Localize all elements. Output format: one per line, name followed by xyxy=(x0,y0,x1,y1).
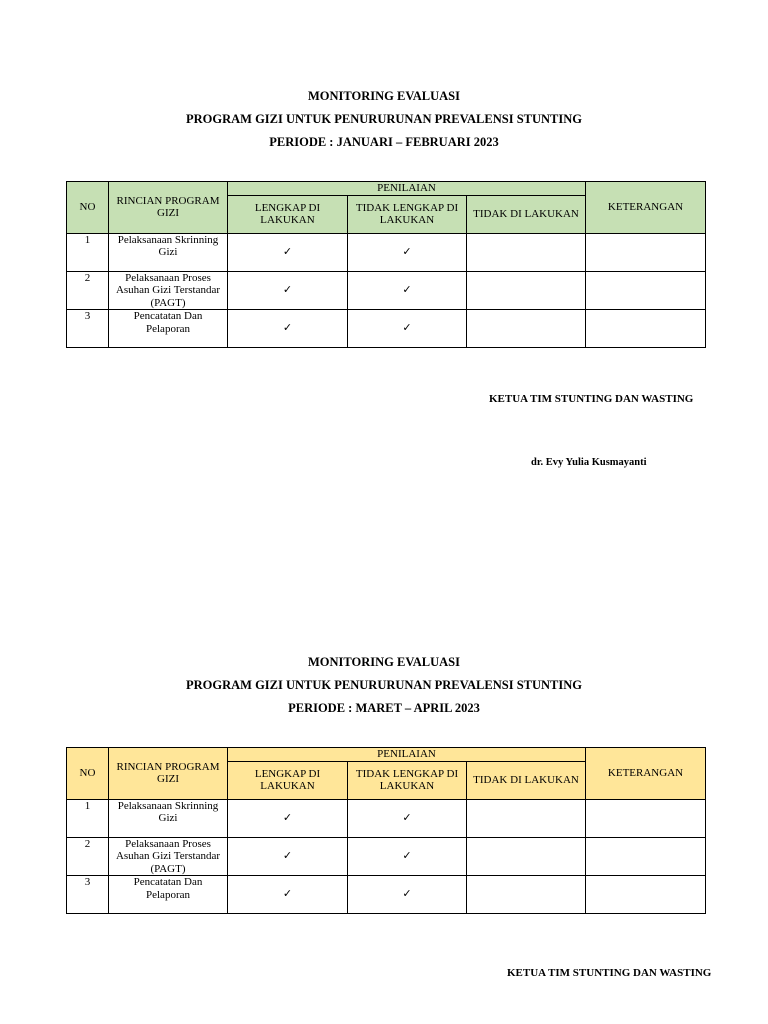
check-icon: ✓ xyxy=(348,876,467,914)
check-icon: ✓ xyxy=(228,799,348,837)
sign-title: KETUA TIM STUNTING DAN WASTING xyxy=(507,967,712,979)
row-program: Pelaksanaan Proses Asuhan Gizi Terstandar (PAGT) xyxy=(109,271,228,310)
row-tidak xyxy=(467,310,586,348)
row-tidak xyxy=(467,837,586,876)
table-row xyxy=(67,799,706,837)
header-tidak-lengkap: TIDAK LENGKAP DI LAKUKAN xyxy=(348,195,467,233)
check-icon: ✓ xyxy=(228,271,348,310)
row-program: Pelaksanaan Skrinning Gizi xyxy=(109,799,228,837)
evaluation-table xyxy=(66,181,706,348)
table-row xyxy=(67,310,706,348)
row-keterangan xyxy=(586,837,706,876)
page-title: MONITORING EVALUASI xyxy=(307,655,460,669)
period-title: PERIODE : JANUARI – FEBRUARI 2023 xyxy=(269,135,499,149)
table-row xyxy=(67,837,706,876)
row-keterangan xyxy=(586,233,706,271)
header-penilaian: PENILAIAN xyxy=(228,182,586,196)
check-icon: ✓ xyxy=(228,233,348,271)
header-lengkap: LENGKAP DI LAKUKAN xyxy=(228,761,348,799)
row-no: 3 xyxy=(67,310,109,348)
header-penilaian: PENILAIAN xyxy=(228,748,586,762)
row-keterangan xyxy=(586,310,706,348)
header-keterangan: KETERANGAN xyxy=(586,748,706,800)
check-icon: ✓ xyxy=(348,799,467,837)
header-no: NO xyxy=(67,748,109,800)
evaluation-table xyxy=(66,747,706,914)
row-no: 1 xyxy=(67,799,109,837)
row-tidak xyxy=(467,876,586,914)
table-row xyxy=(67,233,706,271)
signer-name: dr. Evy Yulia Kusmayanti xyxy=(531,457,647,468)
row-program: Pencatatan Dan Pelaporan xyxy=(109,876,228,914)
row-no: 3 xyxy=(67,876,109,914)
sign-title: KETUA TIM STUNTING DAN WASTING xyxy=(489,393,694,405)
header-tidak: TIDAK DI LAKUKAN xyxy=(467,195,586,233)
check-icon: ✓ xyxy=(348,233,467,271)
check-icon: ✓ xyxy=(348,310,467,348)
header-rincian: RINCIAN PROGRAM GIZI xyxy=(109,182,228,234)
table-row xyxy=(67,876,706,914)
row-no: 1 xyxy=(67,233,109,271)
header-tidak-lengkap: TIDAK LENGKAP DI LAKUKAN xyxy=(348,761,467,799)
program-title: PROGRAM GIZI UNTUK PENURURUNAN PREVALENSI STUNTING xyxy=(186,678,582,692)
header-lengkap: LENGKAP DI LAKUKAN xyxy=(228,195,348,233)
row-keterangan xyxy=(586,271,706,310)
header-rincian: RINCIAN PROGRAM GIZI xyxy=(109,748,228,800)
check-icon: ✓ xyxy=(228,837,348,876)
row-keterangan xyxy=(586,799,706,837)
program-title: PROGRAM GIZI UNTUK PENURURUNAN PREVALENSI STUNTING xyxy=(186,112,582,126)
row-program: Pencatatan Dan Pelaporan xyxy=(109,310,228,348)
header-tidak: TIDAK DI LAKUKAN xyxy=(467,761,586,799)
row-program: Pelaksanaan Skrinning Gizi xyxy=(109,233,228,271)
header-no: NO xyxy=(67,182,109,234)
table-row xyxy=(67,271,706,310)
row-keterangan xyxy=(586,876,706,914)
check-icon: ✓ xyxy=(348,271,467,310)
row-program: Pelaksanaan Proses Asuhan Gizi Terstandar (PAGT) xyxy=(109,837,228,876)
row-no: 2 xyxy=(67,271,109,310)
check-icon: ✓ xyxy=(348,837,467,876)
row-no: 2 xyxy=(67,837,109,876)
row-tidak xyxy=(467,799,586,837)
row-tidak xyxy=(467,233,586,271)
page-title: MONITORING EVALUASI xyxy=(307,89,460,103)
header-keterangan: KETERANGAN xyxy=(586,182,706,234)
period-title: PERIODE : MARET – APRIL 2023 xyxy=(288,701,480,715)
row-tidak xyxy=(467,271,586,310)
check-icon: ✓ xyxy=(228,310,348,348)
check-icon: ✓ xyxy=(228,876,348,914)
